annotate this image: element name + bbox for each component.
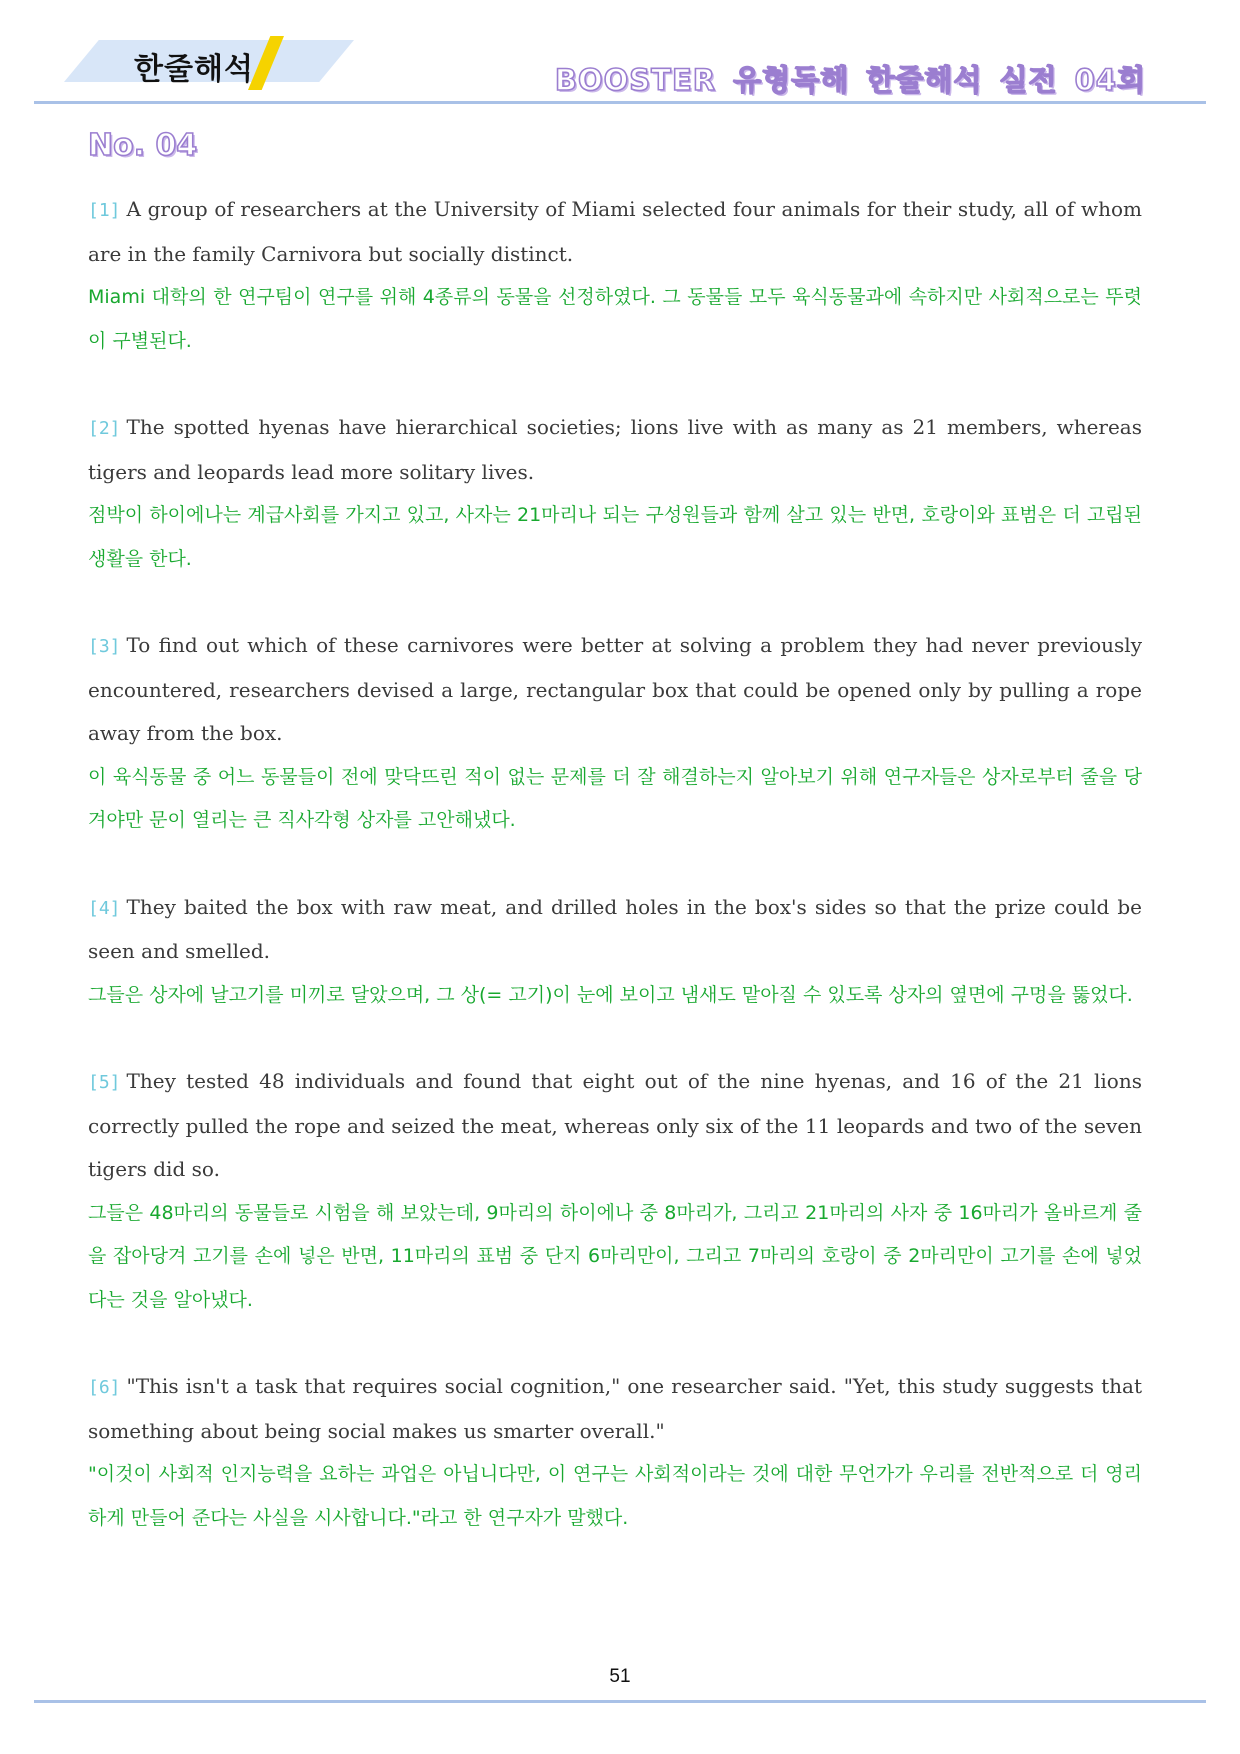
english-text: "This isn't a task that requires social cognition," one researcher said. "Yet, this study suggests that something about being social makes us smarter overall." [88, 1374, 1142, 1443]
english-sentence [88, 406, 1142, 494]
header-tab-label: 한줄해석 [134, 52, 254, 87]
english-text: The spotted hyenas have hierarchical societies; lions live with as many as 21 members, whereas tigers and leopards lead more solitary lives. [88, 415, 1142, 484]
english-sentence [88, 886, 1142, 974]
korean-translation: 그들은 상자에 날고기를 미끼로 달았으며, 그 상(= 고기)이 눈에 보이고 냄새도 맡아질 수 있도록 상자의 옆면에 구멍을 뚫었다. [88, 983, 1133, 1006]
paragraph-1 [88, 188, 1142, 363]
paragraph-3 [88, 624, 1142, 843]
paragraph-4 [88, 886, 1142, 1018]
korean-translation: 이 육식동물 중 어느 동물들이 전에 맞닥뜨린 적이 없는 문제를 더 잘 해결하는지 알아보기 위해 연구자들은 상자로부터 줄을 당겨야만 문이 열리는 큰 직사각형 상자를 고안해냈다. [88, 765, 1142, 831]
english-text: They baited the box with raw meat, and drilled holes in the box's sides so that the prize could be seen and smelled. [88, 894, 1142, 963]
footer-divider [34, 1700, 1206, 1703]
korean-translation: Miami 대학의 한 연구팀이 연구를 위해 4종류의 동물을 선정하였다. 그 동물들 모두 육식동물과에 속하지만 사회적으로는 뚜렷이 구별된다. [88, 286, 1142, 352]
sentence-number: [5] [88, 1072, 121, 1093]
passage [88, 188, 1142, 1583]
english-text: A group of researchers at the University of Miami selected four animals for their study, all of whom are in the family Carnivora but socially distinct. [88, 197, 1142, 266]
korean-translation: 점박이 하이에나는 계급사회를 가지고 있고, 사자는 21마리나 되는 구성원들과 함께 살고 있는 반면, 호랑이와 표범은 더 고립된 생활을 한다. [88, 504, 1142, 570]
english-text: To find out which of these carnivores were better at solving a problem they had never previously encountered, researchers devised a large, rectangular box that could be opened only by pulling a rope away from the box. [88, 633, 1142, 745]
book-title: BOOSTER 유형독해 한줄해석 실전 04회 [554, 63, 1146, 97]
english-sentence [88, 1060, 1142, 1192]
sentence-number: [4] [88, 897, 121, 919]
sentence-number: [6] [88, 1377, 121, 1398]
paragraph-2 [88, 406, 1142, 581]
sentence-number: [2] [88, 418, 121, 439]
paragraph-6 [88, 1365, 1142, 1540]
problem-number: No. 04 [88, 128, 198, 163]
english-text: They tested 48 individuals and found that eight out of the nine hyenas, and 16 of the 21 lions correctly pulled the rope and seized the meat, whereas only six of the 11 leopards and two of the seven tigers did so. [88, 1069, 1142, 1181]
english-sentence [88, 624, 1142, 756]
korean-translation: "이것이 사회적 인지능력을 요하는 과업은 아닙니다만, 이 연구는 사회적이라는 것에 대한 무언가가 우리를 전반적으로 더 영리하게 만들어 준다는 사실을 시사합니다."라고 한 연구자가 말했다. [88, 1463, 1142, 1529]
sentence-number: [1] [88, 200, 121, 221]
header-divider [34, 101, 1206, 104]
english-sentence [88, 188, 1142, 276]
sentence-number: [3] [88, 636, 121, 657]
english-sentence [88, 1365, 1142, 1453]
page-number: 51 [609, 1666, 631, 1687]
korean-translation: 그들은 48마리의 동물들로 시험을 해 보았는데, 9마리의 하이에나 중 8마리가, 그리고 21마리의 사자 중 16마리가 올바르게 줄을 잡아당겨 고기를 손에 넣은 반면, 11마리의 표범 중 단지 6마리만이, 그리고 7마리의 호랑이 중 2마리만이 고기를 손에 넣었다는 것을 알아냈다. [88, 1201, 1142, 1311]
paragraph-5 [88, 1060, 1142, 1322]
